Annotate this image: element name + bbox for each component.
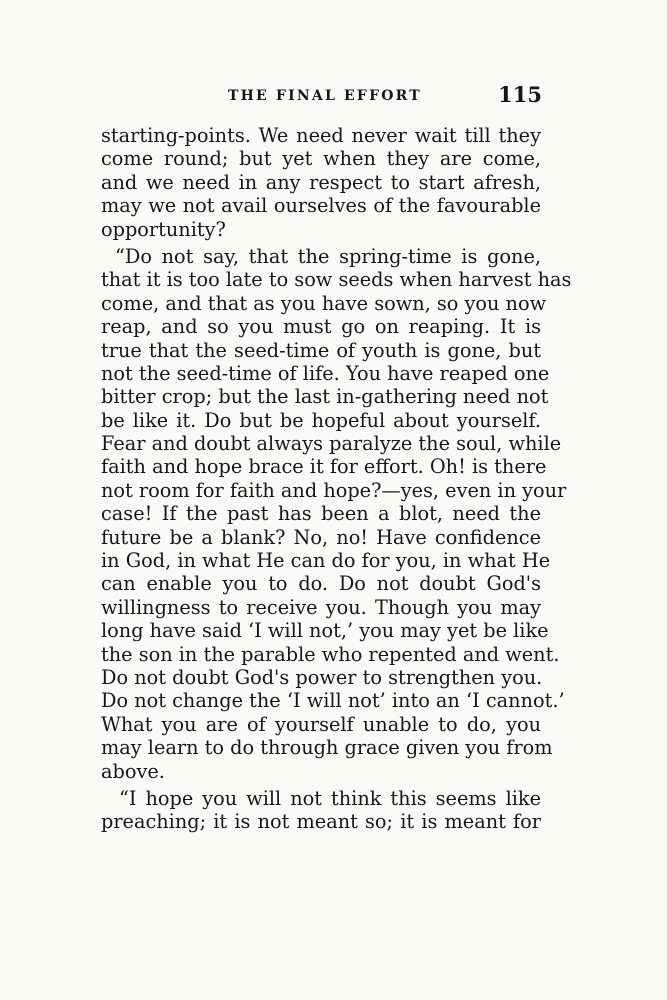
- text-line: willingness to receive you. Though you may: [101, 595, 541, 619]
- text-line: “Do not say, that the spring-time is gone,: [115, 244, 541, 268]
- text-line: preaching; it is not meant so; it is meant for: [101, 810, 541, 834]
- text-line: not room for faith and hope?—yes, even in your: [101, 478, 567, 502]
- text-line: Do not change the ‘I will not’ into an ‘I cannot.’: [101, 689, 565, 713]
- running-title: THE FINAL EFFORT: [228, 88, 422, 104]
- text-line: reap, and so you must go on reaping. It is: [101, 315, 541, 339]
- text-line: and we need in any respect to start afresh,: [101, 170, 541, 194]
- text-line: true that the seed-time of youth is gone, but: [101, 338, 541, 362]
- text-line: faith and hope brace it for effort. Oh! is there: [101, 455, 547, 479]
- text-line: case! If the past has been a blot, need the: [101, 502, 541, 526]
- text-line: that it is too late to sow seeds when harvest has: [101, 268, 572, 292]
- text-line: can enable you to do. Do not doubt God's: [101, 572, 541, 596]
- text-line: come round; but yet when they are come,: [101, 147, 541, 171]
- text-line: come, and that as you have sown, so you now: [101, 291, 547, 315]
- text-line: Fear and doubt always paralyze the soul, while: [101, 432, 562, 456]
- text-line: opportunity?: [101, 217, 226, 241]
- text-line: be like it. Do but be hopeful about yourself.: [101, 408, 541, 432]
- text-line: starting-points. We need never wait till they: [101, 124, 541, 147]
- text-line: in God, in what He can do for you, in what He: [101, 549, 551, 573]
- text-line: the son in the parable who repented and went.: [101, 642, 560, 666]
- text-line: What you are of yourself unable to do, you: [101, 712, 541, 736]
- running-header: [98, 84, 542, 114]
- text-line: future be a blank? No, no! Have confidence: [101, 525, 541, 549]
- text-line: not the seed-time of life. You have reaped one: [101, 361, 550, 385]
- text-line: may learn to do through grace given you from: [101, 736, 553, 760]
- text-line: bitter crop; but the last in-gathering need not: [101, 385, 549, 409]
- text-line: Do not doubt God's power to strengthen you.: [101, 665, 543, 689]
- page-number: 115: [498, 82, 542, 107]
- text-line: “I hope you will not think this seems like: [119, 786, 541, 810]
- text-line: long have said ‘I will not,’ you may yet be like: [101, 619, 549, 643]
- text-line: may we not avail ourselves of the favourable: [101, 194, 541, 218]
- page-body: [101, 124, 572, 834]
- text-line: above.: [101, 759, 165, 783]
